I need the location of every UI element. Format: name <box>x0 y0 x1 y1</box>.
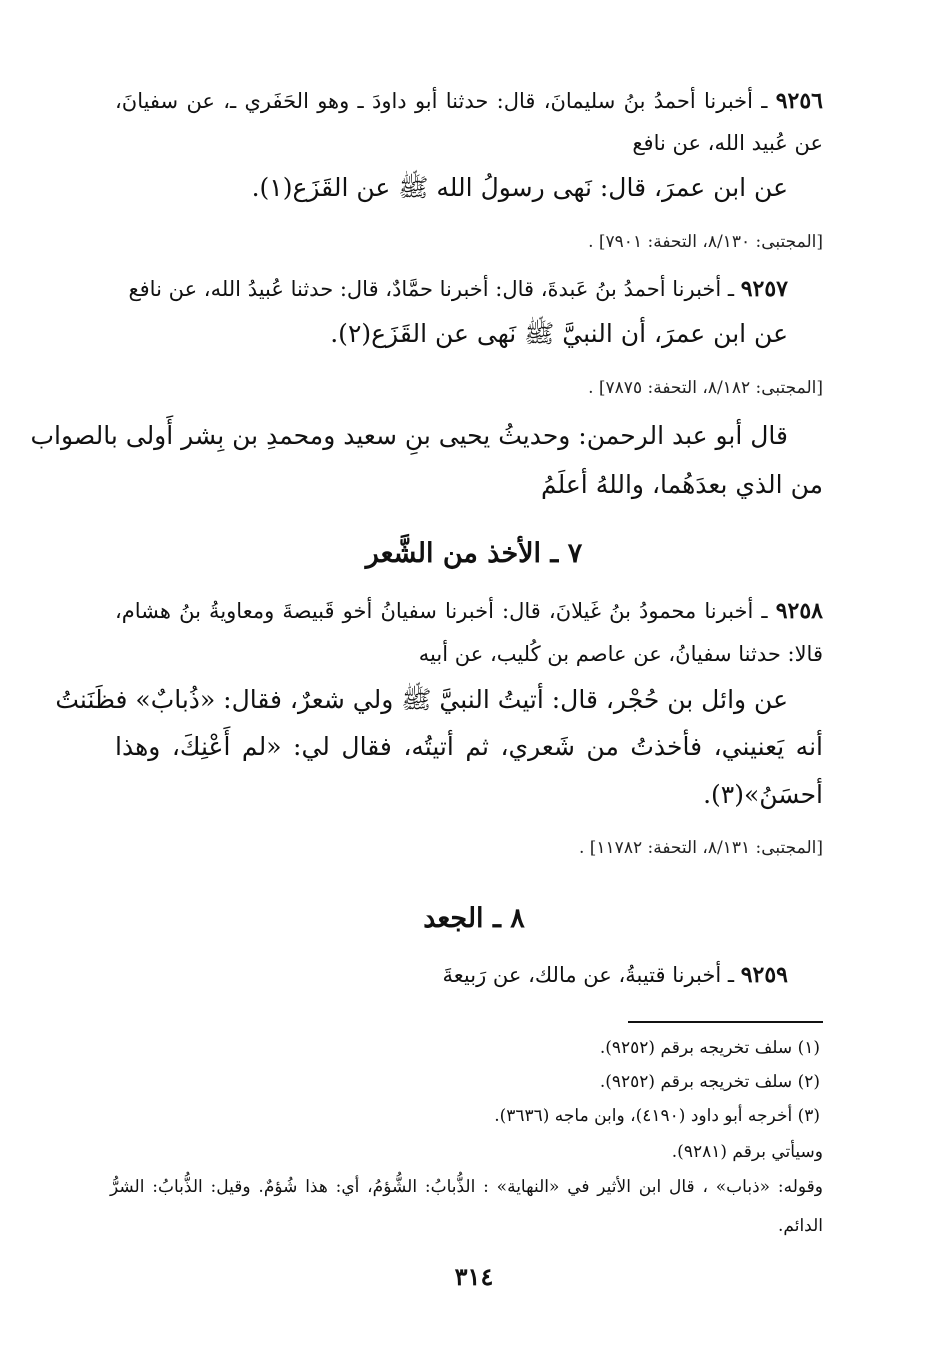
hadith-number: ٩٢٥٩ <box>740 962 788 988</box>
hadith-9256-matn: عن ابن عمرَ، قال: نَهى رسولُ الله ﷺ عن القَزَع(١). <box>251 173 788 202</box>
footnote-3: (٣) أخرجه أبو داود (٤١٩٠)، وابن ماجه (٣٦٣٦). <box>494 1106 820 1126</box>
footnote-3-commentary-end: الدائم. <box>778 1216 823 1236</box>
hadith-9258-matn-line3: أحسَنُ»(٣). <box>703 780 823 809</box>
hadith-9258-matn-line2: أنه يَعنيني، فأخذتُ من شَعري، ثم أتيتُه، فقال لي: «لم أَعْنِكَ، وهذا <box>115 732 823 761</box>
footnote-separator <box>628 1021 823 1023</box>
page-number: ٣١٤ <box>454 1262 494 1291</box>
hadith-number: ٩٢٥٨ <box>775 598 823 624</box>
hadith-number: ٩٢٥٦ <box>775 88 823 114</box>
hadith-9257-isnad-line1: ٩٢٥٧ ـ أخبرنا أحمدُ بنُ عَبدةَ، قال: أخبرنا حمَّادٌ، قال: حدثنا عُبيدُ الله، عن نافع <box>128 276 788 302</box>
hadith-9256-isnad-line1: ٩٢٥٦ ـ أخبرنا أحمدُ بنُ سليمانَ، قال: حدثنا أبو داودَ ـ وهو الحَفَري ـ، عن سفيانَ، <box>115 88 823 114</box>
hadith-9258-matn-line1: عن وائل بن حُجْر، قال: أتيتُ النبيَّ ﷺ ولي شعرٌ، فقال: «ذُبابٌ» فظَنَنتُ <box>55 685 788 714</box>
hadith-9259-isnad-line1: ٩٢٥٩ ـ أخبرنا قتيبةُ، عن مالك، عن رَبيعةَ <box>442 962 788 988</box>
hadith-9257-matn: عن ابن عمرَ، أن النبيَّ ﷺ نَهى عن القَزَع(٢). <box>330 319 788 348</box>
footnote-1: (١) سلف تخريجه برقم (٩٢٥٢). <box>599 1038 820 1058</box>
hadith-9258-isnad-line2: قالا: حدثنا سفيانُ، عن عاصم بن كُليب، عن أبيه <box>418 642 823 666</box>
hadith-9256-source: [المجتبى: ٨/١٣٠، التحفة: ٧٩٠١] . <box>588 232 823 252</box>
hadith-number: ٩٢٥٧ <box>740 276 788 302</box>
footnote-3-continued: وسيأتي برقم (٩٢٨١). <box>671 1142 823 1162</box>
hadith-9256-isnad-line2: عن عُبيد الله، عن نافع <box>632 131 823 155</box>
hadith-9257-source: [المجتبى: ٨/١٨٢، التحفة: ٧٨٧٥] . <box>588 378 823 398</box>
hadith-9258-source: [المجتبى: ٨/١٣١، التحفة: ١١٧٨٢] . <box>578 838 823 858</box>
hadith-9258-isnad-line1: ٩٢٥٨ ـ أخبرنا محمودُ بنُ غَيلانَ، قال: أخبرنا سفيانُ أخو قَبيصةَ ومعاويةُ بنُ هشام، <box>115 598 823 624</box>
section-heading-8: ٨ ـ الجعد <box>423 903 525 934</box>
author-comment-line2: من الذي بعدَهُما، واللهُ أعلَمُ <box>540 470 823 499</box>
footnote-2: (٢) سلف تخريجه برقم (٩٢٥٢). <box>599 1072 820 1092</box>
author-comment-line1: قال أبو عبد الرحمن: وحديثُ يحيى بنِ سعيد ومحمدِ بن بِشر أَولى بالصواب <box>30 421 788 450</box>
footnote-3-commentary: وقوله: «ذباب» ، قال ابن الأثير في «النهاية» : الذُّبابُ: الشُّؤمُ، أي: هذا شُؤمٌ. وقيل: الذُّبابُ: الشرُّ <box>110 1177 823 1197</box>
section-heading-7: ٧ ـ الأخذ من الشَّعر <box>365 538 583 569</box>
